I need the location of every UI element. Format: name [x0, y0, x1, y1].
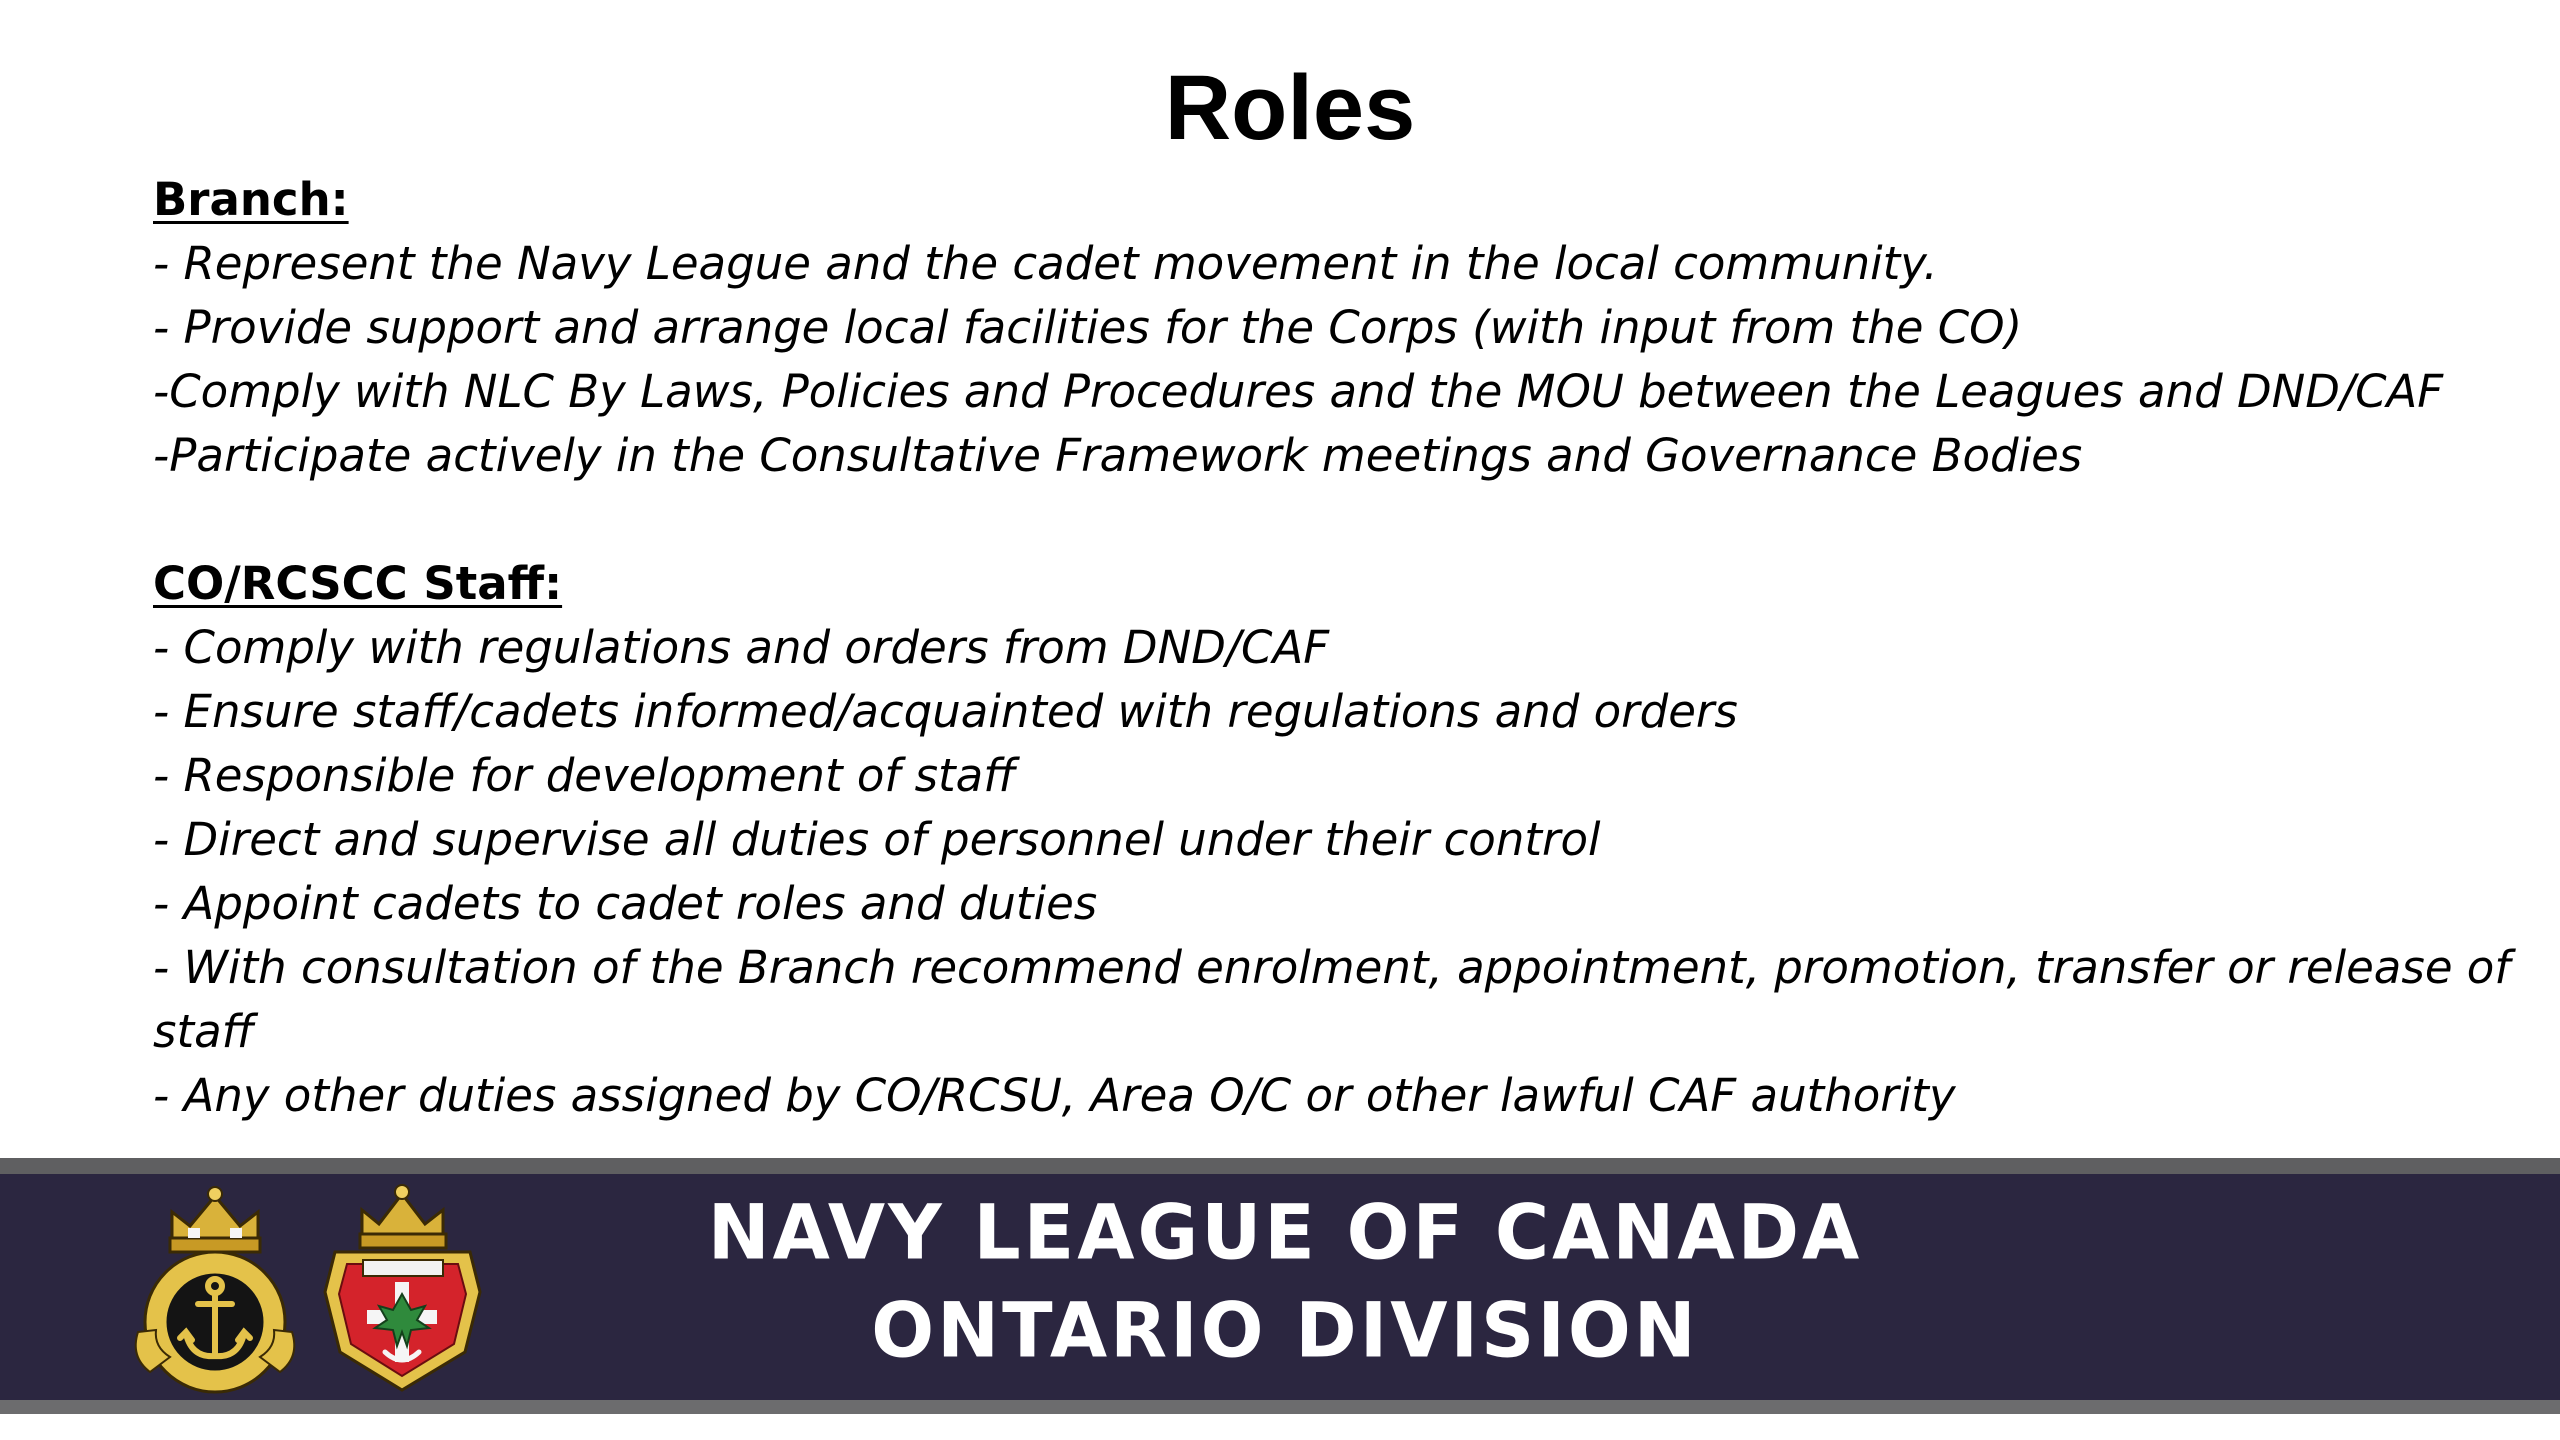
list-item: -Comply with NLC By Laws, Policies and Procedures and the MOU between the Leagues and DND/CAF — [153, 365, 2444, 418]
list-item: - Represent the Navy League and the cadet movement in the local community. — [153, 237, 1938, 290]
list-item: -Participate actively in the Consultative Framework meetings and Governance Bodies — [153, 429, 2083, 482]
section-heading-co-staff: CO/RCSCC Staff: — [153, 557, 563, 610]
footer-top-stripe — [0, 1158, 2560, 1174]
list-item: - Any other duties assigned by CO/RCSU, Area O/C or other lawful CAF authority — [153, 1069, 1956, 1122]
list-item: - Comply with regulations and orders from DND/CAF — [153, 621, 1330, 674]
footer-brand-text — [0, 1184, 2560, 1380]
slide-title: Roles — [1164, 57, 1416, 159]
slide-body — [153, 168, 2511, 1128]
list-item: - Provide support and arrange local facilities for the Corps (with input from the CO) — [153, 301, 2023, 354]
list-item: - Direct and supervise all duties of personnel under their control — [153, 813, 1601, 866]
list-item: - Appoint cadets to cadet roles and duties — [153, 877, 1098, 930]
footer-brand-line-2: ONTARIO DIVISION — [871, 1287, 1699, 1375]
footer-bottom-stripe — [0, 1400, 2560, 1414]
footer-brand-line-1: NAVY LEAGUE OF CANADA — [707, 1189, 1863, 1277]
list-item-continuation: staff — [153, 1005, 255, 1058]
list-item: - Responsible for development of staff — [153, 749, 1016, 802]
list-item: - With consultation of the Branch recommend enrolment, appointment, promotion, transfer or release of — [153, 941, 2511, 994]
section-heading-branch: Branch: — [153, 173, 349, 226]
section-spacer — [153, 488, 2453, 552]
list-item: - Ensure staff/cadets informed/acquainted with regulations and orders — [153, 685, 1738, 738]
